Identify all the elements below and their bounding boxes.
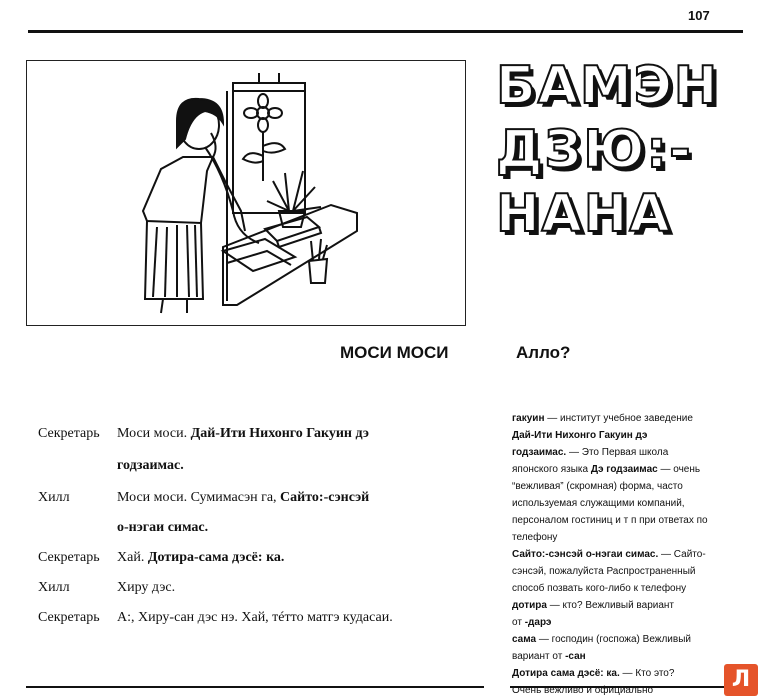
note-line (512, 512, 732, 529)
note-line (512, 410, 732, 427)
note-term: Дотира сама дэсё: ка. (512, 668, 620, 679)
speaker: Секретарь (38, 610, 100, 625)
note-term: годзаимас. (512, 447, 567, 458)
note-text: — Кто это? (619, 668, 675, 679)
note-line (512, 461, 732, 478)
speaker: Секретарь (38, 426, 100, 441)
note-line (512, 580, 732, 597)
note-text: — очень (657, 464, 701, 475)
dialogue-bold: Дотира-сама дэсё: ка. (147, 550, 285, 565)
note-text: — Сайто- (658, 549, 706, 560)
note-line (512, 529, 732, 546)
dialogue-bold: Дай-Ити Нихонго Гакуин дэ (190, 426, 369, 441)
note-line (512, 614, 732, 631)
phrase-japanese: МОСИ МОСИ (340, 343, 449, 362)
lesson-title-line: ДЗЮ:- (496, 120, 693, 180)
note-text: — кто? Вежливый вариант (546, 600, 675, 611)
note-text: сэнсэй, пожалуйста Распространенный (512, 566, 696, 577)
note-term: -сан (565, 651, 586, 662)
note-term: -дарэ (524, 617, 552, 628)
note-term: гакуин (512, 413, 545, 424)
dialogue-text: А:, Хиру-сан дэс нэ. Хай, тéтто матгэ кудасаи. (117, 610, 393, 625)
note-term: Сайто:-сэнсэй о-нэгаи симас. (512, 549, 659, 560)
note-term: Дэ годзаимас (590, 464, 658, 475)
lesson-title-line: БАМЭН (496, 56, 720, 116)
note-text: способ позвать кого-либо к телефону (512, 583, 687, 594)
note-line (512, 563, 732, 580)
phrase-russian: Алло? (516, 343, 571, 362)
speaker: Хилл (38, 490, 70, 505)
dialogue-text: Хай. (117, 550, 148, 565)
note-term: Дай-Ити Нихонго Гакуин дэ (512, 430, 648, 441)
note-text: телефону (512, 532, 558, 543)
note-text: вариант от (512, 651, 566, 662)
dialogue-bold: о-нэгаи симас. (117, 520, 209, 535)
note-line (512, 682, 732, 699)
bottom-rule (26, 686, 484, 688)
note-text: используемая служащими компаний, (512, 498, 685, 509)
vocabulary-notes (512, 410, 732, 699)
note-line (512, 665, 732, 682)
publisher-logo: Л (724, 664, 758, 696)
lesson-title-line: НАНА (496, 184, 672, 244)
secretary-phone-drawing (27, 61, 465, 325)
lesson-title (496, 54, 736, 246)
note-text: “вежливая” (скромная) форма, часто (512, 481, 683, 492)
note-line (512, 478, 732, 495)
note-line (512, 427, 732, 444)
bottom-rule (510, 686, 742, 688)
note-text: — Это Первая школа (566, 447, 669, 458)
dialogue-bold: Сайто:-сэнсэй (280, 490, 370, 505)
note-term: сама (512, 634, 537, 645)
note-line (512, 546, 732, 563)
dialogue-text: Моси моси. Сумимасэн га, (117, 490, 281, 505)
note-line (512, 648, 732, 665)
note-text: японского языка (512, 464, 591, 475)
speaker: Секретарь (38, 550, 100, 565)
dialogue-text: Хиру дэс. (117, 580, 176, 595)
note-line (512, 631, 732, 648)
note-text: — господин (госпожа) Вежливый (536, 634, 691, 645)
dialogue-text: Моси моси. (117, 426, 191, 441)
secretary-illustration (26, 60, 466, 326)
note-term: дотира (512, 600, 547, 611)
page-number: 107 (688, 8, 710, 23)
note-text: персоналом гостиниц и т п при ответах по (512, 515, 708, 526)
speaker: Хилл (38, 580, 70, 595)
note-text: — институт учебное заведение (544, 413, 693, 424)
top-rule (28, 30, 743, 33)
note-text: от (512, 617, 525, 628)
note-text: Очень вежливо и официально (512, 685, 654, 696)
note-line (512, 495, 732, 512)
dialogue-bold: годзаимас. (117, 458, 184, 473)
note-line (512, 444, 732, 461)
note-line (512, 597, 732, 614)
